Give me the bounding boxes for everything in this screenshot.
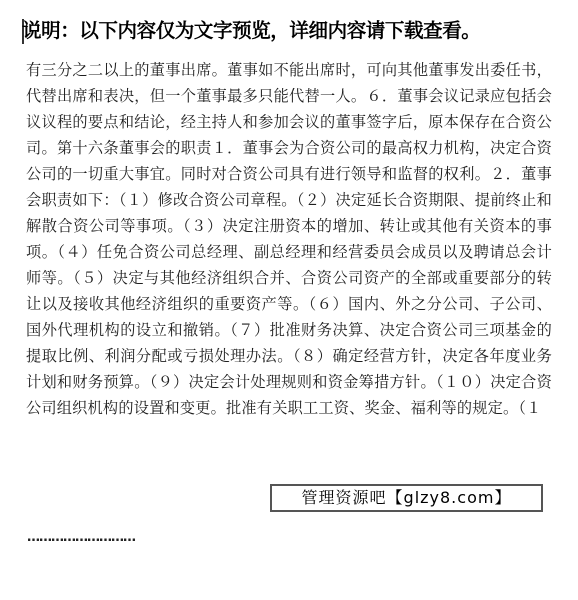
document-body-text: 有三分之二以上的董事出席。董事如不能出席时，可向其他董事发出委任书，代替出席和表决，但一个董事最多只能代替一人。６．董事会议记录应包括会议议程的要点和结论，经主持人和参加会议的董事签字后，原本保存在合资公司。第十六条董事会的职责１．董事会为合资公司的最高权力机构，决定合资公司的一切重大事宜。同时对合资公司具有进行领导和监督的权利。２．董事会职责如下：（１）修改合资公司章程。（２）决定延长合资期限、提前终止和解散合资公司等事项。（３）决定注册资本的增加、转让或其他有关资本的事项。（４）任免合资公司总经理、副总经理和经营委员会成员以及聘请总会计师等。（５）决定与其他经济组织合并、合资公司资产的全部或重要部分的转让以及接收其他经济组织的重要资产等。（６）国内、外之分公司、子公司、国外代理机构的设立和撤销。（７）批准财务决算、决定合资公司三项基金的提取比例、利润分配或亏损处理办法。（８）确定经营方针，决定各年度业务计划和财务预算。（９）决定会计处理规则和资金筹措方针。（１０）决定合资公司组织机构的设置和变更。批准有关职工工资、奖金、福利等的规定。（１ [26, 61, 552, 417]
preview-notice: 说明：以下内容仅为文字预览，详细内容请下载查看。 [22, 19, 481, 42]
continuation-ellipsis: ……………………… [27, 530, 135, 545]
watermark-banner: 管理资源吧【glzy8.com】 [270, 484, 543, 512]
